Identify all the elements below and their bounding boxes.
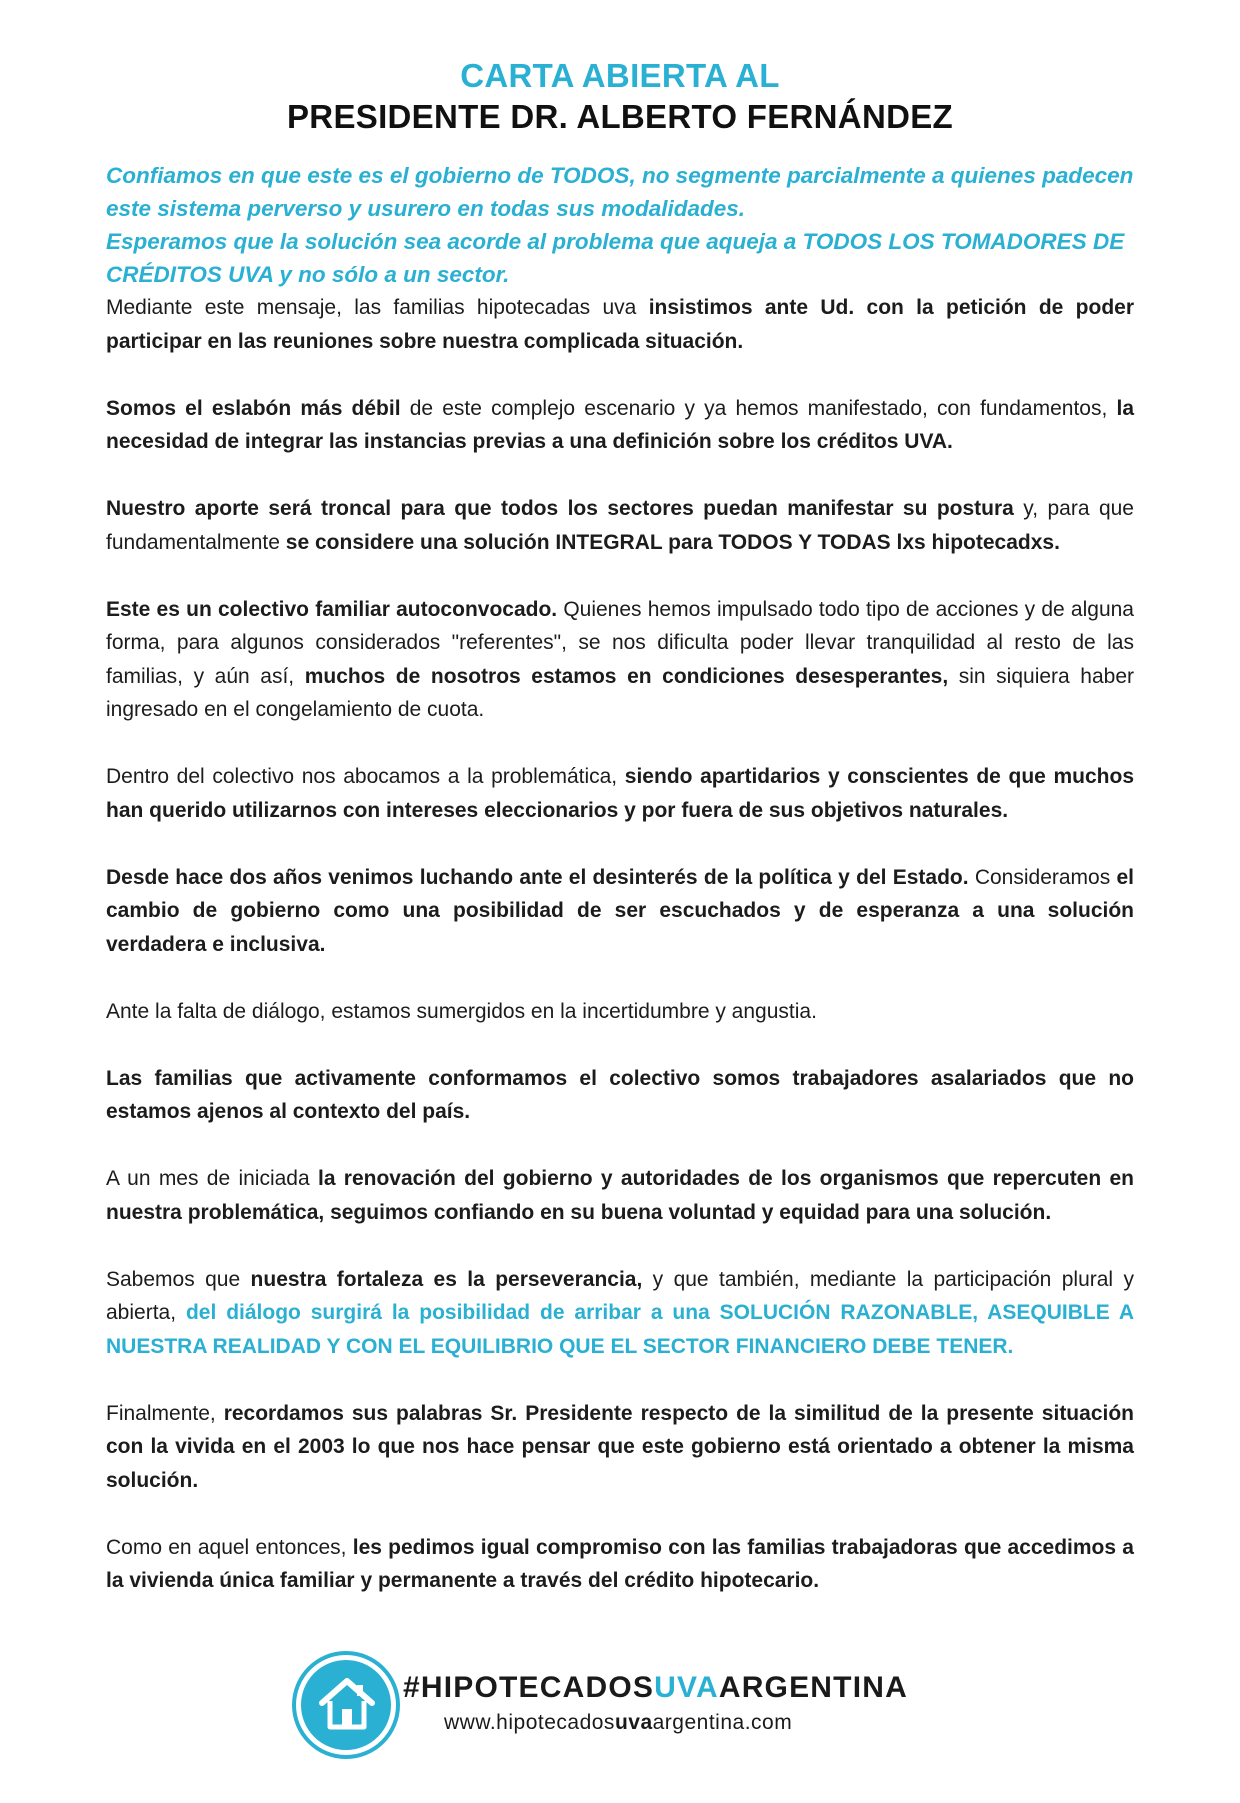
paragraph-10 bbox=[106, 1263, 1134, 1364]
paragraph-text: sin siquiera haber ingresado en el congelamiento de cuota. bbox=[106, 664, 1134, 721]
hashtag-part: ARGENTINA bbox=[718, 1671, 908, 1704]
footer-brand bbox=[296, 1655, 936, 1765]
paragraph-text: Ante la falta de diálogo, estamos sumergidos en la incertidumbre y angustia. bbox=[106, 999, 817, 1023]
paragraph-7 bbox=[106, 995, 1134, 1029]
paragraph-text: Sabemos que bbox=[106, 1267, 251, 1291]
paragraph-text: Finalmente, bbox=[106, 1401, 224, 1425]
paragraph-emphasis: el cambio de gobierno como una posibilidad de ser escuchados y de esperanza a una solución verdadera e inclusiva. bbox=[106, 865, 1134, 956]
paragraph-text: Mediante este mensaje, las familias hipotecadas uva bbox=[106, 296, 649, 319]
paragraph-8 bbox=[106, 1062, 1134, 1129]
paragraph-5 bbox=[106, 760, 1134, 827]
paragraph-emphasis: muchos de nosotros estamos en condiciones desesperantes, bbox=[304, 664, 949, 688]
url-emphasis: uva bbox=[614, 1711, 653, 1734]
paragraph-emphasis: les pedimos igual compromiso con las familias trabajadoras que accedimos a la vivienda única familiar y permanente a través del crédito hipotecario. bbox=[106, 1535, 1134, 1592]
letter-page bbox=[106, 55, 1134, 1631]
intro-statement-1: Confiamos en que este es el gobierno de TODOS, no segmente parcialmente a quienes padecen este sistema perverso y usurero en todas sus modalidades. bbox=[106, 163, 1134, 221]
paragraph-emphasis: Las familias que activamente conformamos el colectivo somos trabajadores asalariados que no estamos ajenos al contexto del país. bbox=[106, 1066, 1134, 1123]
paragraph-emphasis: siendo apartidarios y conscientes de que muchos han querido utilizarnos con intereses eleccionarios y por fuera de sus objetivos naturales. bbox=[106, 765, 1134, 822]
paragraph-highlight: del diálogo surgirá la posibilidad de arribar a una SOLUCIÓN RAZONABLE, ASEQUIBLE A NUESTRA REALIDAD Y CON EL EQUILIBRIO QUE EL SECTOR FINANCIERO DEBE TENER. bbox=[106, 1301, 1134, 1358]
paragraph-text: de este complejo escenario y ya hemos manifestado, con fundamentos, bbox=[400, 396, 1117, 420]
paragraph-text: Quienes hemos impulsado todo tipo de acciones y de alguna forma, para algunos considerados "referentes", se nos dificulta poder llevar tranquilidad al resto de las familias, y aún así, bbox=[106, 597, 1134, 688]
brand-logo bbox=[296, 1655, 396, 1755]
paragraph-12 bbox=[106, 1531, 1134, 1598]
paragraph-emphasis: nuestra fortaleza es la perseverancia, bbox=[250, 1267, 643, 1291]
paragraph-text: Dentro del colectivo nos abocamos a la problemática, bbox=[106, 765, 625, 788]
paragraph-emphasis: la necesidad de integrar las instancias previas a una definición sobre los créditos UVA. bbox=[106, 396, 1134, 453]
paragraph-emphasis: Este es un colectivo familiar autoconvocado. bbox=[106, 597, 558, 621]
paragraph-emphasis: insistimos ante Ud. con la petición de poder participar en las reuniones sobre nuestra complicada situación. bbox=[106, 296, 1134, 353]
brand-hashtag bbox=[403, 1671, 908, 1705]
url-part: www.hipotecados bbox=[444, 1711, 615, 1734]
paragraph-text: y que también, mediante la participación plural y abierta, bbox=[106, 1267, 1134, 1324]
paragraph-emphasis: Nuestro aporte será troncal para que todos los sectores puedan manifestar su postura bbox=[106, 497, 1014, 520]
paragraph-11 bbox=[106, 1397, 1134, 1498]
hashtag-part: #HIPOTECADOS bbox=[403, 1671, 655, 1704]
paragraph-2 bbox=[106, 392, 1134, 459]
paragraph-9 bbox=[106, 1162, 1134, 1229]
house-icon bbox=[316, 1673, 378, 1735]
letter-title-line2: PRESIDENTE DR. ALBERTO FERNÁNDEZ bbox=[287, 98, 953, 135]
brand-url[interactable] bbox=[444, 1711, 792, 1735]
url-part: argentina.com bbox=[652, 1711, 793, 1734]
paragraph-text: Consideramos bbox=[968, 865, 1117, 889]
paragraph-emphasis: respecto de la similitud de la presente situación con la vivida en el 2003 lo que nos hace pensar que este gobierno está orientado a obtener la misma solución. bbox=[106, 1401, 1134, 1492]
letter-title-line1: CARTA ABIERTA AL bbox=[460, 57, 780, 94]
paragraph-4 bbox=[106, 593, 1134, 727]
intro-statement-2: Esperamos que la solución sea acorde al problema que aqueja a TODOS LOS TOMADORES DE CRÉDITOS UVA y no sólo a un sector. bbox=[106, 229, 1125, 287]
paragraph-emphasis: se considere una solución INTEGRAL para TODOS Y TODAS lxs hipotecadxs. bbox=[285, 530, 1060, 554]
paragraph-text: A un mes de iniciada bbox=[106, 1167, 318, 1190]
paragraph-text: y, para que fundamentalmente bbox=[106, 497, 1134, 554]
paragraph-6 bbox=[106, 861, 1134, 962]
paragraph-emphasis: Desde hace dos años venimos luchando ante el desinterés de la política y del Estado. bbox=[106, 865, 969, 889]
paragraph-emphasis: recordamos sus palabras Sr. Presidente bbox=[223, 1401, 641, 1425]
hashtag-accent: UVA bbox=[654, 1671, 719, 1704]
paragraph-emphasis: la renovación del gobierno y autoridades de los organismos que repercuten en nuestra problemática, seguimos confiando en su buena voluntad y equidad para una solución. bbox=[106, 1167, 1135, 1224]
paragraph-text: Como en aquel entonces, bbox=[106, 1535, 353, 1559]
paragraph-3 bbox=[106, 492, 1134, 559]
paragraph-1 bbox=[106, 291, 1134, 358]
paragraph-emphasis: Somos el eslabón más débil bbox=[106, 396, 401, 420]
